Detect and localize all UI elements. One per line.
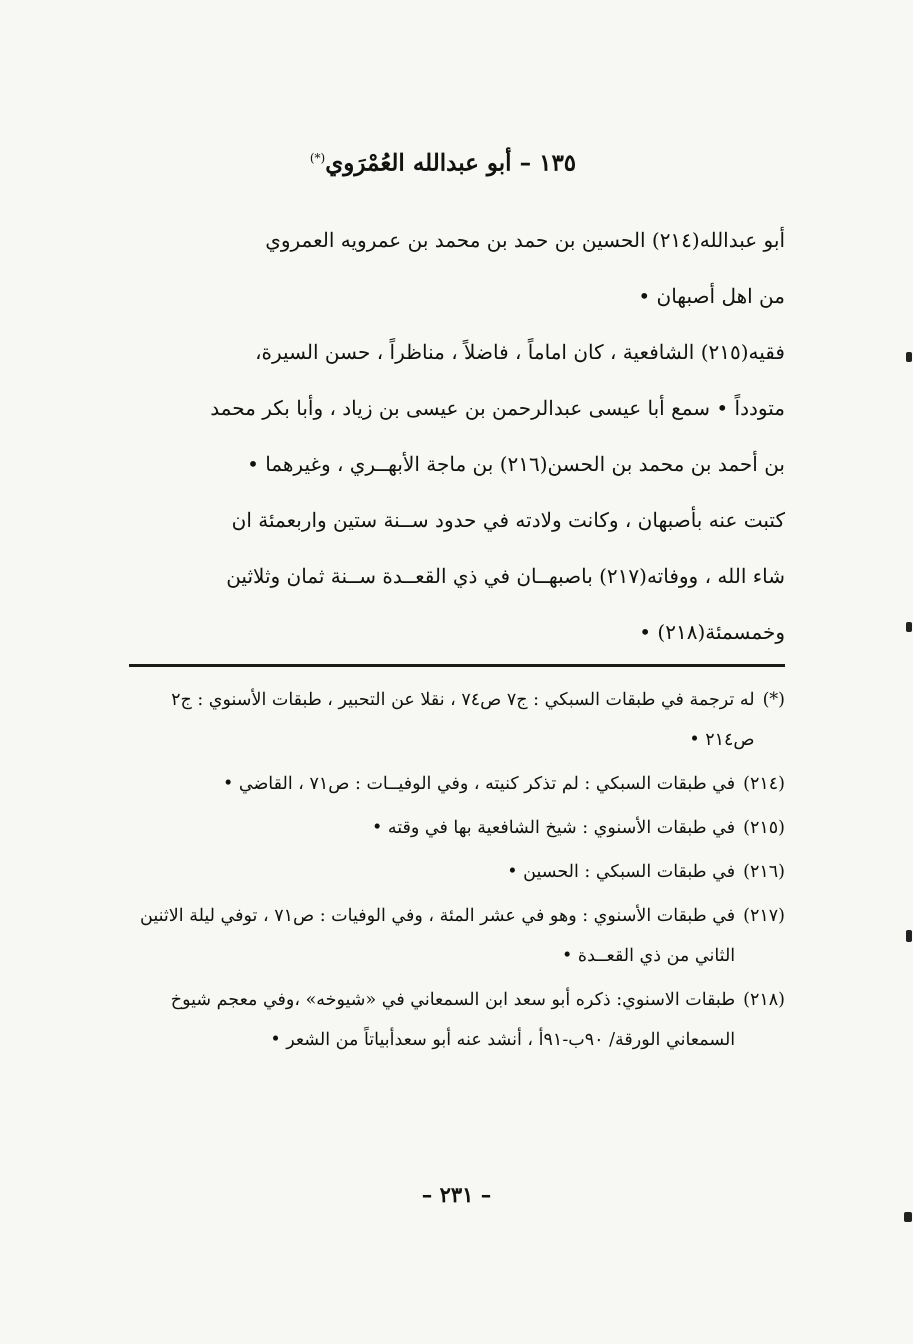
scan-speck xyxy=(906,352,912,362)
footnote-text: في طبقات السبكي : الحسين • xyxy=(507,862,736,882)
body-line: كتبت عنه بأصبهان ، وكانت ولادته في حدود ســنة ستين واربعمئة ان xyxy=(231,508,785,532)
body-line: وخمسمئة(٢١٨) • xyxy=(639,620,785,644)
footnote xyxy=(135,852,785,892)
entry-heading xyxy=(273,138,613,184)
footnote-mark: (٢١٥) xyxy=(743,818,785,838)
footnote xyxy=(135,680,785,760)
page-number: – ٢٣١ – xyxy=(421,1182,492,1207)
footnote xyxy=(135,896,785,976)
footnote-mark: (٢١٧) xyxy=(743,906,785,926)
body-line: فقيه(٢١٥) الشافعية ، كان اماماً ، فاضلاً ، مناظراً ، حسن السيرة، xyxy=(255,340,785,364)
footnote-mark: (٢١٨) xyxy=(743,990,785,1010)
footnote xyxy=(135,808,785,848)
footnote-text: في طبقات السبكي : لم تذكر كنيته ، وفي الوفيــات : ص٧١ ، القاضي • xyxy=(222,774,736,794)
entry-heading-marker: (*) xyxy=(309,151,326,165)
footnote-mark: (٢١٤) xyxy=(743,774,785,794)
footnote-mark: (٢١٦) xyxy=(743,862,785,882)
footnote-divider xyxy=(129,664,785,667)
footnote xyxy=(135,764,785,804)
footnote-mark: (*) xyxy=(762,690,785,710)
footnotes xyxy=(135,680,785,1064)
body-line: من اهل أصبهان • xyxy=(638,284,785,308)
body-line: متودداً • سمع أبا عيسى عبدالرحمن بن عيسى بن زياد ، وأبا بكر محمد xyxy=(210,396,785,420)
body-line: أبو عبدالله(٢١٤) الحسين بن حمد بن محمد بن عمرويه العمروي xyxy=(265,228,785,252)
body-line: بن أحمد بن محمد بن الحسن(٢١٦) بن ماجة الأبهــري ، وغيرهما • xyxy=(247,452,785,476)
scan-speck xyxy=(906,622,912,632)
entry-heading-text: ١٣٥ – أبو عبدالله العُمْرَوي xyxy=(325,149,577,177)
footnote-text: في طبقات الأسنوي : شيخ الشافعية بها في وقته • xyxy=(371,818,736,838)
footnote-text: له ترجمة في طبقات السبكي : ج٧ ص٧٤ ، نقلا عن التحبير ، طبقات الأسنوي : ج٢ ص٢١٤ • xyxy=(171,690,755,750)
footnote-text: في طبقات الأسنوي : وهو في عشر المئة ، وفي الوفيات : ص٧١ ، توفي ليلة الاثنين الثاني من ذي القعــدة • xyxy=(140,906,736,966)
scan-speck xyxy=(906,930,912,942)
body-line: شاء الله ، ووفاته(٢١٧) باصبهــان في ذي القعــدة ســنة ثمان وثلاثين xyxy=(226,564,785,588)
footnote xyxy=(135,980,785,1060)
footnote-text: طبقات الاسنوي: ذكره أبو سعد ابن السمعاني في «شيوخه» ،وفي معجم شيوخ السمعاني الورقة/ ٩٠ب-٩١أ ، أنشد عنه أبو سعدأبياتاً من الشعر • xyxy=(170,990,736,1050)
scan-speck xyxy=(904,1212,912,1222)
entry-body xyxy=(135,212,785,660)
